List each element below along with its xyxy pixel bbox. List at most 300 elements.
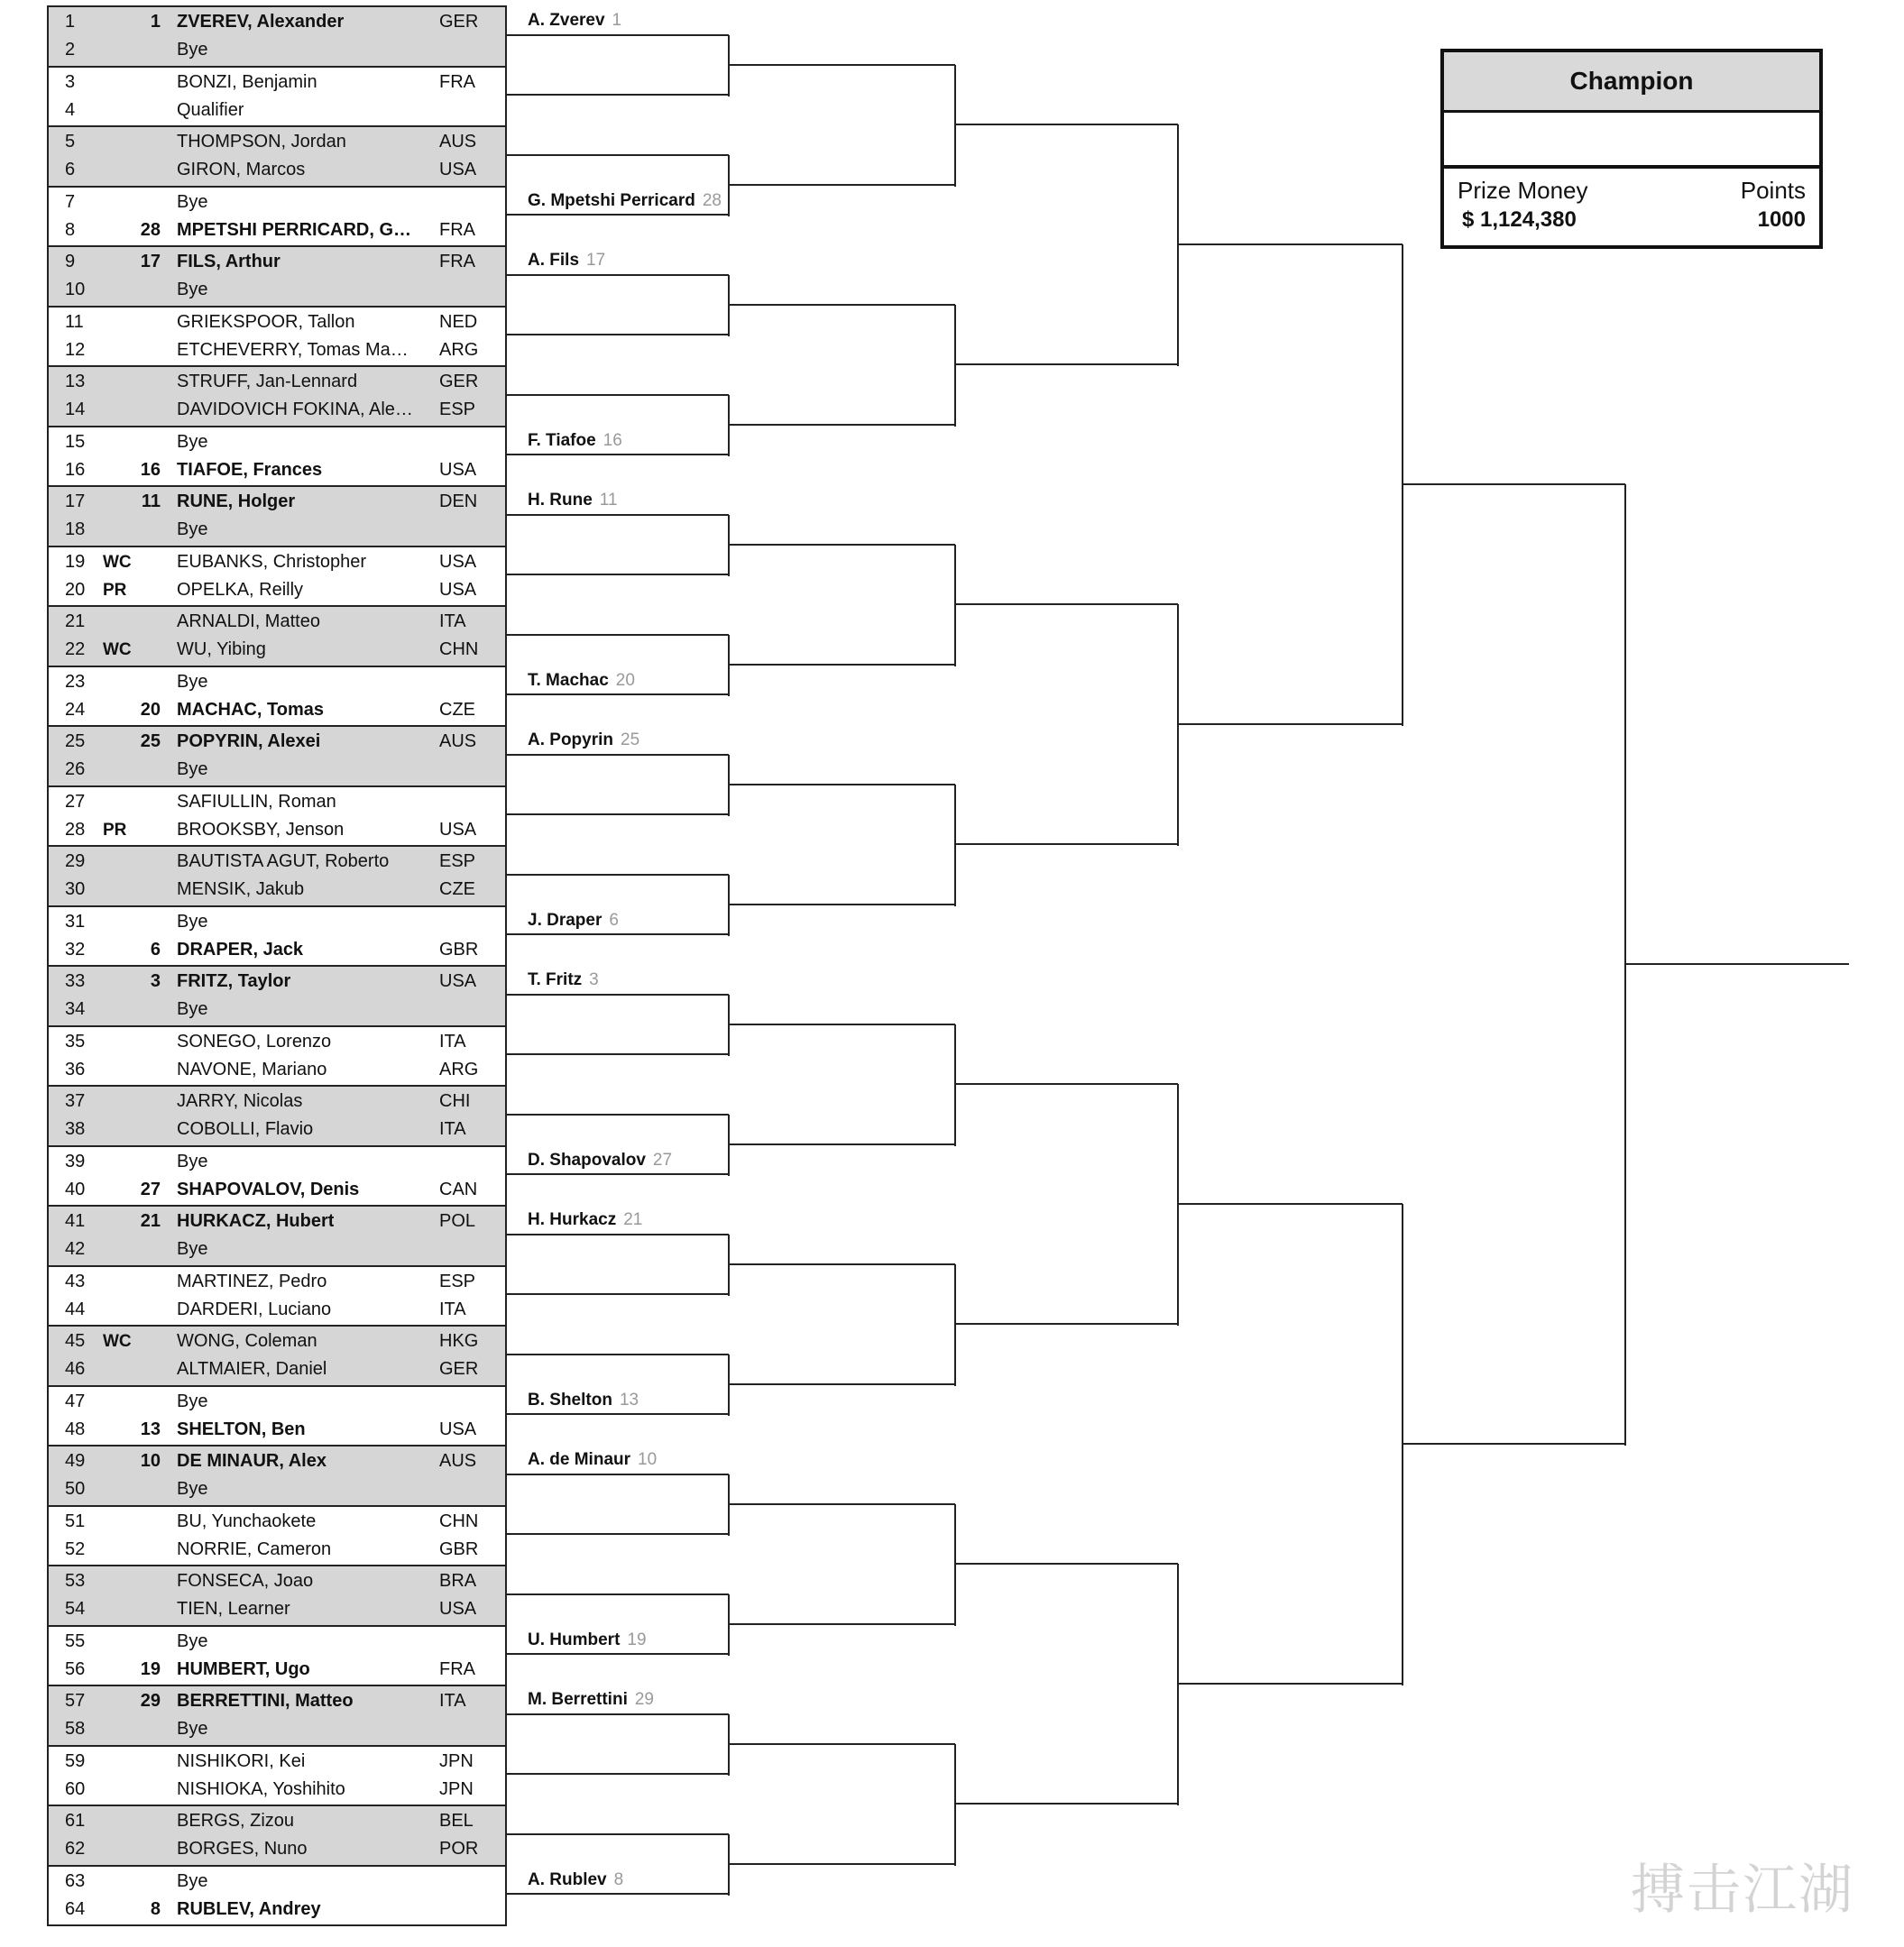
round2-player-name: T. Machac bbox=[528, 670, 609, 690]
player-name: OPELKA, Reilly bbox=[177, 579, 304, 600]
player-country: JPN bbox=[439, 1750, 474, 1771]
player-country: POL bbox=[439, 1211, 476, 1231]
player-name: RUNE, Holger bbox=[177, 491, 296, 511]
round2-player bbox=[528, 669, 635, 693]
draw-position: 23 bbox=[65, 671, 86, 692]
draw-position: 10 bbox=[65, 280, 86, 299]
draw-position: 26 bbox=[65, 759, 86, 779]
round2-player-name: U. Humbert bbox=[528, 1630, 621, 1649]
player-name: DRAPER, Jack bbox=[177, 939, 304, 960]
player-country: ITA bbox=[439, 1119, 466, 1139]
round2-line bbox=[507, 214, 729, 216]
player-name: ALTMAIER, Daniel bbox=[177, 1359, 327, 1379]
round3-line bbox=[729, 424, 955, 426]
player-country: USA bbox=[439, 551, 477, 572]
player-country: CAN bbox=[439, 1179, 478, 1199]
draw-position: 44 bbox=[65, 1299, 86, 1319]
seed-number: 11 bbox=[141, 491, 161, 511]
draw-position: 28 bbox=[65, 819, 86, 840]
round2-player-name: M. Berrettini bbox=[528, 1690, 628, 1709]
player-country: AUS bbox=[439, 731, 477, 751]
draw-position: 14 bbox=[65, 400, 86, 419]
draw-position: 18 bbox=[65, 519, 86, 539]
round3-line bbox=[729, 1263, 955, 1265]
round2-line bbox=[507, 1293, 729, 1295]
quarterfinal-line bbox=[1178, 1683, 1403, 1685]
player-country: GBR bbox=[439, 939, 479, 960]
player-name: EUBANKS, Christopher bbox=[177, 551, 367, 572]
draw-position: 64 bbox=[65, 1898, 86, 1919]
quarterfinal-connector bbox=[1177, 124, 1179, 366]
round2-player-name: D. Shapovalov bbox=[528, 1150, 646, 1170]
seed-number: 27 bbox=[140, 1179, 161, 1199]
seed-number: 29 bbox=[140, 1691, 161, 1711]
player-country: CHN bbox=[439, 639, 479, 659]
round3-connector bbox=[728, 155, 730, 216]
player-country: ESP bbox=[439, 400, 476, 419]
player-name: NISHIKORI, Kei bbox=[177, 1750, 306, 1771]
draw-position: 36 bbox=[65, 1059, 86, 1079]
player-country: AUS bbox=[439, 132, 477, 152]
round2-line bbox=[507, 34, 729, 36]
champion-box bbox=[1440, 49, 1823, 249]
round2-line bbox=[507, 754, 729, 756]
round4-connector bbox=[954, 545, 956, 666]
player-name: HURKACZ, Hubert bbox=[177, 1211, 335, 1231]
round3-connector bbox=[728, 1714, 730, 1776]
player-name: BERRETTINI, Matteo bbox=[177, 1691, 354, 1711]
entry-type: WC bbox=[103, 552, 132, 572]
player-name: NORRIE, Cameron bbox=[177, 1538, 332, 1559]
round4-connector bbox=[954, 305, 956, 427]
round2-player-name: A. Fils bbox=[528, 251, 580, 270]
player-name: GRIEKSPOOR, Tallon bbox=[177, 311, 355, 332]
round3-connector bbox=[728, 1115, 730, 1176]
round3-connector bbox=[728, 1235, 730, 1296]
round3-line bbox=[729, 1503, 955, 1505]
draw-position: 62 bbox=[65, 1839, 86, 1859]
quarterfinal-connector bbox=[1177, 1564, 1179, 1805]
draw-position: 7 bbox=[65, 191, 76, 212]
round2-line bbox=[507, 94, 729, 96]
round2-player-name: H. Hurkacz bbox=[528, 1210, 617, 1229]
round2-line bbox=[507, 1893, 729, 1895]
player-name: Bye bbox=[177, 759, 208, 779]
round3-connector bbox=[728, 755, 730, 816]
semifinal-line bbox=[1403, 1443, 1625, 1445]
round2-player bbox=[528, 969, 599, 992]
draw-position: 1 bbox=[65, 12, 76, 32]
player-name: TIEN, Learner bbox=[177, 1599, 290, 1619]
round2-line bbox=[507, 1354, 729, 1355]
player-country: CZE bbox=[439, 879, 475, 899]
player-country: USA bbox=[439, 1419, 477, 1439]
round4-connector bbox=[954, 1264, 956, 1386]
draw-position: 20 bbox=[65, 579, 86, 600]
round2-player-name: A. Popyrin bbox=[528, 730, 614, 749]
quarterfinal-connector bbox=[1177, 604, 1179, 846]
draw-position: 30 bbox=[65, 879, 86, 899]
semifinal-connector bbox=[1402, 1204, 1403, 1685]
player-country: POR bbox=[439, 1839, 479, 1859]
draw-position: 24 bbox=[65, 699, 86, 720]
round4-connector bbox=[954, 1744, 956, 1866]
player-country: CHI bbox=[439, 1091, 471, 1111]
player-name: BERGS, Zizou bbox=[177, 1811, 295, 1831]
round2-player-seed: 11 bbox=[599, 491, 618, 510]
seed-number: 21 bbox=[140, 1211, 161, 1231]
round3-line bbox=[729, 784, 955, 785]
round2-player-name: F. Tiafoe bbox=[528, 430, 596, 450]
player-name: Bye bbox=[177, 1630, 208, 1651]
round4-connector bbox=[954, 1504, 956, 1626]
draw-position: 38 bbox=[65, 1119, 86, 1139]
player-name: SHAPOVALOV, Denis bbox=[177, 1179, 360, 1199]
round3-connector bbox=[728, 515, 730, 576]
round2-player-name: A. de Minaur bbox=[528, 1450, 631, 1469]
player-country: USA bbox=[439, 579, 477, 600]
player-name: FRITZ, Taylor bbox=[177, 971, 291, 991]
player-name: ETCHEVERRY, Tomas Ma… bbox=[177, 339, 409, 360]
round4-line bbox=[955, 1803, 1178, 1805]
round2-line bbox=[507, 154, 729, 156]
player-name: Bye bbox=[177, 280, 208, 299]
player-name: NAVONE, Mariano bbox=[177, 1059, 327, 1079]
player-name: BONZI, Benjamin bbox=[177, 71, 317, 92]
player-name: SONEGO, Lorenzo bbox=[177, 1031, 332, 1052]
round2-line bbox=[507, 813, 729, 815]
player-name: ARNALDI, Matteo bbox=[177, 611, 320, 631]
round2-player-name: G. Mpetshi Perricard bbox=[528, 190, 695, 210]
round3-connector bbox=[728, 995, 730, 1056]
round2-line bbox=[507, 1114, 729, 1116]
prize-money-label: Prize Money bbox=[1458, 177, 1588, 204]
draw-position: 34 bbox=[65, 999, 86, 1019]
player-country: NED bbox=[439, 311, 478, 332]
round2-line bbox=[507, 1413, 729, 1415]
player-country: USA bbox=[439, 819, 477, 840]
player-name: ZVEREV, Alexander bbox=[177, 12, 345, 32]
round3-line bbox=[729, 1024, 955, 1025]
semifinal-connector bbox=[1402, 244, 1403, 726]
draw-position: 41 bbox=[65, 1211, 86, 1231]
draw-position: 59 bbox=[65, 1750, 86, 1771]
draw-position: 5 bbox=[65, 132, 76, 152]
round2-line bbox=[507, 933, 729, 935]
round2-line bbox=[507, 574, 729, 575]
player-name: Bye bbox=[177, 519, 208, 539]
player-country: USA bbox=[439, 1599, 477, 1619]
draw-position: 31 bbox=[65, 911, 86, 932]
player-name: MENSIK, Jakub bbox=[177, 879, 305, 899]
round3-connector bbox=[728, 1834, 730, 1896]
draw-position: 39 bbox=[65, 1151, 86, 1171]
seed-number: 20 bbox=[140, 699, 161, 720]
draw-position: 57 bbox=[65, 1691, 86, 1711]
player-name: Bye bbox=[177, 911, 208, 932]
round4-line bbox=[955, 363, 1178, 365]
champion-name-slot bbox=[1444, 113, 1819, 169]
player-country: ITA bbox=[439, 1299, 466, 1319]
player-country: FRA bbox=[439, 71, 475, 92]
draw-position: 53 bbox=[65, 1571, 86, 1591]
player-name: SAFIULLIN, Roman bbox=[177, 791, 336, 812]
player-country: BEL bbox=[439, 1811, 474, 1831]
player-country: USA bbox=[439, 160, 477, 179]
round2-player bbox=[528, 1688, 654, 1712]
final-line bbox=[1625, 963, 1849, 965]
player-name: NISHIOKA, Yoshihito bbox=[177, 1778, 345, 1799]
draw-position: 22 bbox=[65, 639, 86, 659]
round2-player-name: B. Shelton bbox=[528, 1390, 612, 1410]
round4-line bbox=[955, 1323, 1178, 1325]
round3-line bbox=[729, 1623, 955, 1625]
round4-connector bbox=[954, 1024, 956, 1146]
player-name: MARTINEZ, Pedro bbox=[177, 1271, 327, 1291]
round3-line bbox=[729, 544, 955, 546]
round4-line bbox=[955, 1083, 1178, 1085]
player-name: DE MINAUR, Alex bbox=[177, 1451, 327, 1471]
draw-position: 56 bbox=[65, 1658, 86, 1679]
draw-position: 13 bbox=[65, 372, 86, 391]
entry-type: PR bbox=[103, 580, 127, 600]
draw-position: 50 bbox=[65, 1479, 86, 1499]
round3-connector bbox=[728, 875, 730, 936]
quarterfinal-line bbox=[1178, 243, 1403, 245]
round2-line bbox=[507, 1593, 729, 1595]
round2-player bbox=[528, 429, 622, 453]
draw-position: 32 bbox=[65, 939, 86, 960]
draw-position: 4 bbox=[65, 99, 76, 120]
seed-number: 1 bbox=[150, 12, 161, 32]
round2-player bbox=[528, 1448, 657, 1472]
round2-player bbox=[528, 249, 605, 272]
round2-player-seed: 19 bbox=[627, 1630, 647, 1649]
player-name: Bye bbox=[177, 1870, 208, 1891]
draw-position: 12 bbox=[65, 339, 86, 360]
seed-number: 25 bbox=[140, 731, 161, 751]
round3-connector bbox=[728, 275, 730, 336]
entry-type: PR bbox=[103, 820, 127, 840]
player-name: THOMPSON, Jordan bbox=[177, 132, 346, 152]
draw-position: 60 bbox=[65, 1778, 86, 1799]
round2-player-seed: 21 bbox=[623, 1210, 643, 1229]
round2-player-name: A. Rublev bbox=[528, 1869, 607, 1889]
draw-position: 29 bbox=[65, 851, 86, 871]
round2-line bbox=[507, 874, 729, 876]
seed-number: 19 bbox=[140, 1658, 161, 1679]
round2-player-name: J. Draper bbox=[528, 910, 602, 930]
round2-player-seed: 29 bbox=[634, 1690, 654, 1709]
round3-line bbox=[729, 904, 955, 905]
player-country: JPN bbox=[439, 1778, 474, 1799]
seed-number: 16 bbox=[140, 459, 161, 480]
round2-line bbox=[507, 394, 729, 396]
player-country: GER bbox=[439, 372, 479, 391]
draw-position: 3 bbox=[65, 71, 76, 92]
watermark: 搏击江湖 bbox=[1631, 1859, 1854, 1922]
player-country: ITA bbox=[439, 1691, 466, 1711]
player-name: STRUFF, Jan-Lennard bbox=[177, 372, 358, 391]
round3-connector bbox=[728, 395, 730, 456]
round2-player bbox=[528, 1629, 647, 1652]
final-connector bbox=[1624, 484, 1626, 1446]
player-country: FRA bbox=[439, 1658, 475, 1679]
round3-connector bbox=[728, 1355, 730, 1416]
round3-line bbox=[729, 184, 955, 186]
player-country: CZE bbox=[439, 699, 475, 720]
round3-line bbox=[729, 1383, 955, 1385]
round2-player-seed: 6 bbox=[609, 910, 619, 930]
round2-player-seed: 20 bbox=[615, 670, 635, 690]
player-country: FRA bbox=[439, 219, 475, 240]
draw-position: 49 bbox=[65, 1451, 86, 1471]
draw-position: 9 bbox=[65, 252, 76, 271]
player-country: CHN bbox=[439, 1511, 479, 1531]
round4-line bbox=[955, 124, 1178, 125]
player-name: Bye bbox=[177, 1479, 208, 1499]
round2-line bbox=[507, 634, 729, 636]
round2-player bbox=[528, 1869, 623, 1892]
player-country: AUS bbox=[439, 1451, 477, 1471]
round2-line bbox=[507, 1173, 729, 1175]
player-country: FRA bbox=[439, 252, 475, 271]
draw-position: 42 bbox=[65, 1239, 86, 1259]
seed-number: 6 bbox=[150, 939, 161, 960]
round2-line bbox=[507, 1474, 729, 1475]
semifinal-line bbox=[1403, 483, 1625, 485]
round3-connector bbox=[728, 1474, 730, 1536]
round2-player bbox=[528, 189, 722, 213]
player-country: DEN bbox=[439, 491, 478, 511]
entry-type: WC bbox=[103, 1332, 132, 1351]
round2-player bbox=[528, 9, 621, 32]
player-name: WU, Yibing bbox=[177, 639, 266, 659]
round2-player-seed: 28 bbox=[702, 190, 722, 210]
prize-money-value: $ 1,124,380 bbox=[1462, 207, 1577, 232]
draw-position: 63 bbox=[65, 1870, 86, 1891]
player-name: JARRY, Nicolas bbox=[177, 1091, 303, 1111]
player-name: COBOLLI, Flavio bbox=[177, 1119, 314, 1139]
player-country: ESP bbox=[439, 1271, 476, 1291]
player-name: BROOKSBY, Jenson bbox=[177, 819, 345, 840]
quarterfinal-line bbox=[1178, 1203, 1403, 1205]
quarterfinal-connector bbox=[1177, 1084, 1179, 1326]
round2-player-seed: 25 bbox=[621, 730, 640, 749]
draw-position: 27 bbox=[65, 791, 86, 812]
round3-line bbox=[729, 1743, 955, 1745]
round2-player-seed: 16 bbox=[602, 430, 622, 450]
round2-player bbox=[528, 1149, 672, 1172]
round4-line bbox=[955, 843, 1178, 845]
round3-line bbox=[729, 64, 955, 66]
round2-player bbox=[528, 909, 619, 932]
player-country: GER bbox=[439, 1359, 479, 1379]
round4-connector bbox=[954, 65, 956, 187]
round2-player bbox=[528, 729, 639, 752]
draw-position: 48 bbox=[65, 1419, 86, 1439]
round2-player-seed: 8 bbox=[613, 1869, 624, 1889]
draw-position: 19 bbox=[65, 551, 86, 572]
points-value: 1000 bbox=[1757, 207, 1806, 232]
draw-position: 45 bbox=[65, 1331, 86, 1351]
draw-position: 37 bbox=[65, 1091, 86, 1111]
draw-position: 21 bbox=[65, 611, 86, 631]
round2-line bbox=[507, 334, 729, 335]
draw-position: 51 bbox=[65, 1511, 86, 1531]
player-country: HKG bbox=[439, 1331, 479, 1351]
seed-number: 28 bbox=[140, 219, 161, 240]
round3-connector bbox=[728, 635, 730, 696]
draw-position: 54 bbox=[65, 1599, 86, 1619]
player-name: BU, Yunchaokete bbox=[177, 1511, 317, 1531]
player-name: Bye bbox=[177, 1391, 208, 1411]
round2-player-seed: 13 bbox=[619, 1390, 639, 1410]
player-name: MPETSHI PERRICARD, G… bbox=[177, 219, 412, 240]
points-label: Points bbox=[1740, 177, 1806, 204]
player-name: GIRON, Marcos bbox=[177, 160, 306, 179]
player-country: GBR bbox=[439, 1538, 479, 1559]
draw-position: 6 bbox=[65, 160, 76, 179]
player-country: ESP bbox=[439, 851, 476, 871]
draw-position: 16 bbox=[65, 459, 86, 480]
round2-player-name: T. Fritz bbox=[528, 970, 583, 989]
draw-position: 61 bbox=[65, 1811, 86, 1831]
champion-title: Champion bbox=[1444, 52, 1819, 113]
player-name: Qualifier bbox=[177, 99, 244, 120]
player-name: Bye bbox=[177, 999, 208, 1019]
round3-line bbox=[729, 304, 955, 306]
round2-line bbox=[507, 693, 729, 695]
round2-player-name: A. Zverev bbox=[528, 11, 605, 30]
round3-line bbox=[729, 664, 955, 666]
seed-number: 17 bbox=[140, 252, 161, 271]
player-name: MACHAC, Tomas bbox=[177, 699, 324, 720]
player-country: ITA bbox=[439, 611, 466, 631]
player-name: SHELTON, Ben bbox=[177, 1419, 306, 1439]
round2-line bbox=[507, 1053, 729, 1055]
round2-line bbox=[507, 994, 729, 996]
draw-position: 25 bbox=[65, 731, 86, 751]
player-name: DAVIDOVICH FOKINA, Ale… bbox=[177, 400, 413, 419]
round2-player bbox=[528, 1208, 642, 1232]
round2-line bbox=[507, 274, 729, 276]
round2-line bbox=[507, 1833, 729, 1835]
player-name: HUMBERT, Ugo bbox=[177, 1658, 310, 1679]
player-country: BRA bbox=[439, 1571, 477, 1591]
round4-line bbox=[955, 1563, 1178, 1565]
round3-line bbox=[729, 1863, 955, 1865]
round2-player-name: H. Rune bbox=[528, 491, 593, 510]
round2-player-seed: 27 bbox=[652, 1150, 673, 1170]
seed-number: 3 bbox=[150, 971, 161, 991]
round2-line bbox=[507, 454, 729, 455]
draw-position: 15 bbox=[65, 431, 86, 452]
draw-position: 55 bbox=[65, 1630, 86, 1651]
player-name: Bye bbox=[177, 40, 208, 60]
player-name: Bye bbox=[177, 1239, 208, 1259]
draw-position: 8 bbox=[65, 219, 76, 240]
player-name: RUBLEV, Andrey bbox=[177, 1898, 321, 1919]
round2-player bbox=[528, 489, 618, 512]
player-country: USA bbox=[439, 459, 477, 480]
seed-number: 13 bbox=[140, 1419, 161, 1439]
player-name: Bye bbox=[177, 1719, 208, 1739]
round2-player bbox=[528, 1389, 639, 1412]
draw-position: 33 bbox=[65, 971, 86, 991]
player-name: Bye bbox=[177, 431, 208, 452]
player-name: FILS, Arthur bbox=[177, 252, 281, 271]
